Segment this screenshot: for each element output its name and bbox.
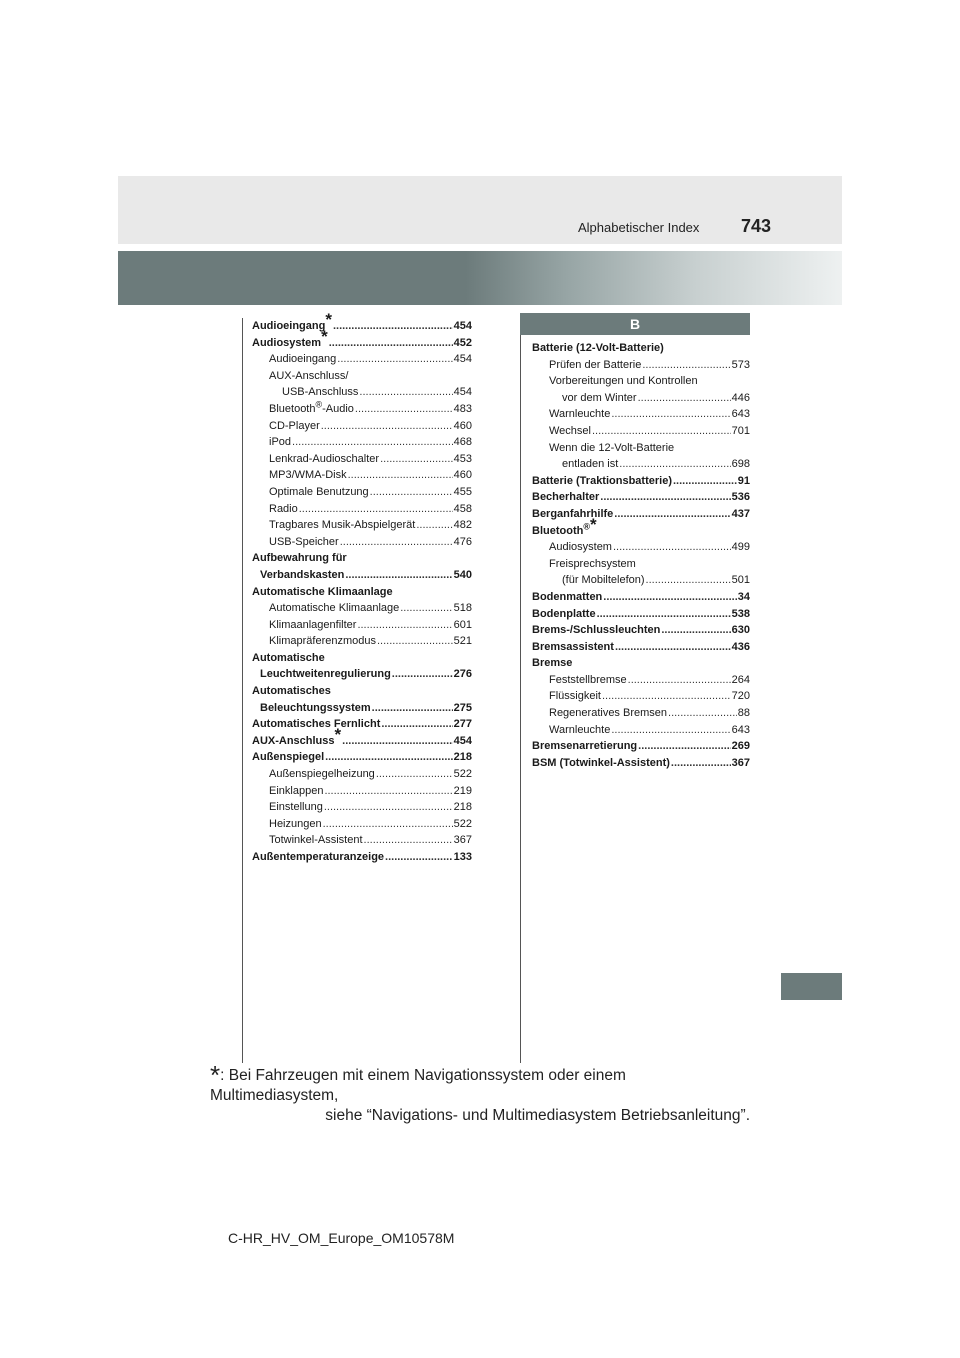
index-term-wrap	[269, 766, 375, 783]
dot-leader	[340, 534, 453, 551]
index-term-wrap	[549, 688, 601, 705]
footnote-star-marker: *	[334, 724, 342, 744]
index-term: AUX-Anschluss	[252, 734, 335, 747]
index-term: MP3/WMA-Disk	[269, 469, 347, 482]
index-term: Vorbereitungen und Kontrollen	[549, 375, 698, 388]
page-reference: 522	[453, 817, 472, 830]
index-term: Beleuchtungssystem	[260, 701, 371, 714]
index-entry	[252, 401, 472, 418]
dot-leader	[357, 617, 452, 634]
page-reference: 453	[453, 452, 472, 465]
index-term: Audiosystem	[549, 541, 612, 554]
index-term-wrap	[549, 442, 674, 454]
dot-leader	[416, 517, 452, 534]
index-term-wrap	[269, 451, 379, 468]
dot-leader	[673, 473, 737, 490]
page-reference: 476	[453, 535, 472, 548]
index-term: Tragbares Musik-Abspielgerät	[269, 519, 416, 532]
page-reference: 88	[737, 707, 750, 720]
index-term-wrap	[562, 572, 645, 589]
index-entry	[532, 606, 750, 623]
page-reference: 458	[453, 502, 472, 515]
page-reference: 269	[731, 740, 750, 753]
index-term: Flüssigkeit	[549, 690, 601, 703]
index-entry	[252, 799, 472, 816]
dot-leader	[671, 755, 731, 772]
registered-mark: ®	[583, 520, 590, 531]
footnote-star-marker: *	[321, 326, 328, 346]
dot-leader	[668, 705, 737, 722]
index-entry	[252, 633, 472, 650]
index-term: Klimapräferenzmodus	[269, 635, 376, 648]
document-code: C-HR_HV_OM_Europe_OM10578M	[228, 1230, 455, 1246]
index-entry	[532, 406, 750, 423]
index-term: Lenkrad-Audioschalter	[269, 452, 380, 465]
page-reference: 277	[453, 718, 472, 731]
index-entry	[252, 467, 472, 484]
index-term-wrap	[549, 423, 591, 440]
dot-leader	[324, 783, 452, 800]
index-term-wrap	[562, 456, 618, 473]
left-column-rule	[242, 318, 243, 1063]
index-entry	[252, 550, 472, 567]
index-term-wrap	[532, 514, 597, 537]
footnote-star-marker: *	[325, 310, 332, 329]
index-term-wrap	[532, 755, 670, 772]
page-reference: 275	[453, 701, 472, 714]
dot-leader	[299, 501, 453, 518]
index-term-wrap	[549, 357, 641, 374]
index-term: Batterie (Traktionsbatterie)	[532, 474, 672, 487]
index-term: vor dem Winter	[562, 391, 637, 404]
index-term-wrap	[269, 600, 399, 617]
index-entry	[252, 816, 472, 833]
index-term: Verbandskasten	[260, 568, 345, 581]
page-reference: 643	[731, 408, 750, 421]
index-term-wrap	[269, 633, 376, 650]
dot-leader	[592, 423, 731, 440]
index-entry	[252, 783, 472, 800]
footnote-star-marker: *	[589, 514, 597, 534]
index-term: Bremsassistent	[532, 640, 614, 653]
index-entry	[252, 766, 472, 783]
page-reference: 454	[453, 386, 472, 399]
index-entry	[532, 622, 750, 639]
index-term: Batterie (12-Volt-Batterie)	[532, 342, 664, 354]
index-term-wrap	[549, 558, 636, 570]
index-term-wrap	[532, 639, 614, 656]
page-reference: 499	[731, 541, 750, 554]
page-reference: 133	[453, 851, 472, 863]
index-term: Bremse	[532, 657, 573, 670]
page-reference: 468	[453, 436, 472, 449]
index-term-wrap	[269, 418, 320, 435]
dot-leader	[628, 672, 731, 689]
index-entry	[532, 373, 750, 390]
index-term-wrap	[252, 724, 342, 750]
index-term: Bodenplatte	[532, 607, 596, 620]
index-entry	[252, 584, 472, 601]
dot-leader	[619, 456, 730, 473]
index-term-wrap	[269, 517, 415, 534]
index-entry	[252, 434, 472, 451]
dot-leader	[642, 357, 730, 374]
index-term-wrap	[532, 473, 672, 490]
page-reference: 436	[731, 640, 750, 653]
index-entry	[532, 456, 750, 473]
index-term: Optimale Benutzung	[269, 485, 369, 498]
index-term-wrap	[252, 716, 380, 733]
middle-column-rule	[520, 318, 521, 1063]
index-term-wrap	[269, 534, 339, 551]
index-term: Automatische Klimaanlage	[269, 602, 400, 615]
page-reference: 501	[731, 574, 750, 587]
dot-leader	[602, 688, 731, 705]
dot-leader	[385, 849, 453, 866]
page-reference: 536	[731, 491, 750, 504]
index-term-wrap	[269, 783, 323, 800]
index-entry	[532, 340, 750, 357]
index-entry	[252, 501, 472, 518]
index-entry	[252, 832, 472, 849]
index-term: USB-Speicher	[269, 535, 339, 548]
dot-leader	[337, 351, 452, 368]
index-entry	[252, 716, 472, 733]
index-term: Bremsenarretierung	[532, 740, 638, 753]
index-term-wrap	[252, 749, 324, 766]
index-term-wrap	[269, 401, 354, 418]
index-term-wrap	[269, 484, 369, 501]
index-term: CD-Player	[269, 419, 320, 432]
footnote	[210, 1060, 750, 1126]
dot-leader	[355, 401, 453, 418]
dot-leader	[376, 766, 453, 783]
index-term-wrap	[549, 705, 667, 722]
index-term: Totwinkel-Assistent	[269, 834, 363, 847]
page-reference: 276	[453, 668, 472, 681]
index-term-wrap	[562, 390, 637, 407]
index-term-wrap	[269, 617, 356, 634]
index-term-wrap	[532, 738, 637, 755]
page-reference: 698	[731, 458, 750, 471]
dot-leader	[323, 816, 453, 833]
dot-leader	[342, 733, 452, 750]
index-term: Klimaanlagenfilter	[269, 618, 357, 631]
index-entry	[532, 589, 750, 606]
index-entry	[532, 440, 750, 457]
page-reference: 643	[731, 723, 750, 736]
index-entry	[252, 650, 472, 667]
page-reference: 482	[453, 519, 472, 532]
index-term: Automatisches Fernlicht	[252, 718, 381, 731]
page-reference: 460	[453, 419, 472, 432]
index-term: Warnleuchte	[549, 408, 611, 421]
page-reference: 460	[453, 469, 472, 482]
header-band	[118, 176, 842, 244]
index-term-wrap	[252, 849, 384, 866]
index-entry	[252, 534, 472, 551]
index-entry	[532, 473, 750, 490]
page-reference: 367	[731, 756, 750, 769]
index-term: Freisprechsystem	[549, 557, 636, 570]
index-column-left	[252, 310, 472, 866]
index-entry	[252, 517, 472, 534]
index-term-wrap	[549, 375, 698, 387]
index-term-wrap	[269, 370, 348, 382]
letter-header-b: B	[520, 313, 750, 335]
index-term-wrap	[269, 832, 363, 849]
page-reference: 455	[453, 485, 472, 498]
index-term: Bodenmatten	[532, 590, 603, 603]
dot-leader	[381, 716, 452, 733]
dot-leader	[345, 567, 452, 584]
page-reference: 521	[453, 635, 472, 648]
index-term-wrap	[269, 816, 322, 833]
page-reference: 219	[453, 784, 472, 797]
page-reference: 91	[737, 474, 750, 487]
index-term: AUX-Anschluss/	[269, 369, 349, 382]
index-term-wrap	[260, 700, 371, 717]
index-term-wrap	[532, 657, 572, 669]
index-entry	[252, 666, 472, 683]
index-term-wrap	[269, 434, 291, 451]
page-reference: 701	[731, 424, 750, 437]
dot-leader	[603, 589, 736, 606]
index-entry	[252, 849, 472, 866]
index-term: (für Mobiltelefon)	[562, 574, 645, 587]
index-term-suffix: -Audio	[322, 402, 354, 415]
dot-leader	[600, 489, 730, 506]
index-entry	[532, 639, 750, 656]
page-reference: 720	[731, 690, 750, 703]
index-term-wrap	[260, 567, 344, 584]
index-term: USB-Anschluss	[282, 386, 359, 399]
index-term: Berganfahrhilfe	[532, 507, 614, 520]
dot-leader	[615, 639, 731, 656]
index-entry	[252, 451, 472, 468]
page-reference: 218	[453, 751, 472, 764]
dot-leader	[377, 633, 453, 650]
page-reference: 483	[453, 402, 472, 415]
index-term: Bluetooth	[532, 524, 584, 537]
page-reference: 454	[453, 734, 472, 747]
index-term-wrap	[532, 606, 596, 623]
dot-leader	[329, 335, 453, 352]
dot-leader	[638, 390, 731, 407]
index-entry	[532, 390, 750, 407]
index-term: Regeneratives Bremsen	[549, 707, 668, 720]
index-entry	[252, 700, 472, 717]
index-term-wrap	[532, 506, 613, 523]
footnote-line-1: : Bei Fahrzeugen mit einem Navigationssystem oder einem Multimediasystem,	[210, 1067, 626, 1104]
dot-leader	[400, 600, 452, 617]
index-term: Wechsel	[549, 424, 591, 437]
index-term-wrap	[549, 539, 612, 556]
index-term-wrap	[549, 672, 627, 689]
dot-leader	[611, 722, 730, 739]
page-number: 743	[741, 216, 772, 236]
index-entry	[252, 683, 472, 700]
index-term-wrap	[269, 501, 298, 518]
dot-leader	[661, 622, 730, 639]
index-entry	[252, 600, 472, 617]
index-term-wrap	[549, 722, 610, 739]
thumb-index-tab	[781, 973, 842, 1000]
index-term: Prüfen der Batterie	[549, 358, 642, 371]
index-entry	[532, 722, 750, 739]
dot-leader	[372, 700, 453, 717]
index-term: Außentemperaturanzeige	[252, 851, 385, 863]
index-term: iPod	[269, 436, 292, 449]
page-reference: 540	[453, 568, 472, 581]
index-term-wrap	[252, 586, 393, 598]
dot-leader	[348, 467, 453, 484]
dot-leader	[638, 738, 730, 755]
index-term: Automatische	[252, 651, 325, 664]
section-banner	[118, 251, 842, 305]
index-entry	[252, 351, 472, 368]
index-term: Einklappen	[269, 784, 324, 797]
dot-leader	[380, 451, 453, 468]
dot-leader	[597, 606, 731, 623]
index-term-wrap	[549, 406, 610, 423]
footnote-line-2: siehe “Navigations- und Multimediasystem Betriebsanleitung”.	[325, 1107, 750, 1124]
dot-leader	[613, 539, 731, 556]
index-term: Radio	[269, 502, 298, 515]
index-entry	[252, 484, 472, 501]
index-term: Brems-/Schlussleuchten	[532, 624, 661, 637]
index-entry	[532, 357, 750, 374]
page-reference: 437	[731, 507, 750, 520]
index-term-wrap	[269, 351, 336, 368]
index-term: Automatisches	[252, 685, 331, 698]
index-entry	[252, 310, 472, 335]
index-term: Becherhalter	[532, 491, 600, 504]
index-term-wrap	[252, 552, 347, 564]
index-entry	[252, 368, 472, 385]
dot-leader	[646, 572, 731, 589]
index-term-wrap	[260, 666, 391, 683]
page-reference: 34	[737, 590, 750, 603]
index-term: Bluetooth	[269, 402, 316, 415]
index-term-wrap	[532, 589, 602, 606]
page-reference: 630	[731, 624, 750, 637]
page-reference: 452	[453, 336, 472, 349]
dot-leader	[392, 666, 453, 683]
index-term: Feststellbremse	[549, 673, 627, 686]
dot-leader	[370, 484, 453, 501]
index-entry	[252, 567, 472, 584]
index-term-wrap	[532, 342, 664, 354]
page-reference: 601	[453, 618, 472, 631]
index-entry	[532, 539, 750, 556]
index-column-right	[532, 340, 750, 771]
index-term: Audiosystem	[252, 336, 322, 349]
footnote-marker: *	[210, 1060, 221, 1090]
index-term: Aufbewahrung für	[252, 552, 347, 565]
index-term-wrap	[252, 652, 325, 664]
index-entry	[252, 617, 472, 634]
dot-leader	[614, 506, 730, 523]
index-term: Automatische Klimaanlage	[252, 585, 393, 598]
page-reference: 446	[731, 391, 750, 404]
dot-leader	[364, 832, 453, 849]
index-entry	[532, 572, 750, 589]
index-term-wrap	[532, 489, 599, 506]
index-term-wrap	[252, 685, 331, 697]
dot-leader	[324, 799, 453, 816]
index-term: Audioeingang	[269, 353, 337, 366]
index-entry	[532, 738, 750, 755]
dot-leader	[611, 406, 730, 423]
index-entry	[532, 514, 750, 540]
index-term: BSM (Totwinkel-Assistent)	[532, 756, 670, 769]
index-term-wrap	[252, 310, 332, 335]
index-term: entladen ist	[562, 458, 619, 471]
index-term: Warnleuchte	[549, 723, 611, 736]
page-reference: 367	[453, 834, 472, 847]
page-reference: 538	[731, 607, 750, 620]
page-reference: 454	[453, 320, 472, 332]
index-term: Außenspiegel	[252, 751, 325, 764]
index-entry	[252, 749, 472, 766]
dot-leader	[321, 418, 453, 435]
index-entry	[532, 489, 750, 506]
page-reference: 264	[731, 673, 750, 686]
index-entry	[252, 384, 472, 401]
index-entry	[532, 655, 750, 672]
index-term: Einstellung	[269, 801, 323, 814]
page-reference: 454	[453, 353, 472, 366]
index-entry	[532, 506, 750, 523]
index-entry	[532, 688, 750, 705]
index-entry	[532, 705, 750, 722]
registered-mark: ®	[315, 399, 323, 410]
index-entry	[532, 556, 750, 573]
index-term: Heizungen	[269, 817, 322, 830]
index-term: Außenspiegelheizung	[269, 768, 375, 781]
index-term: Audioeingang	[252, 320, 326, 332]
index-term: Leuchtweitenregulierung	[260, 668, 391, 681]
index-term-wrap	[269, 799, 323, 816]
dot-leader	[292, 434, 453, 451]
dot-leader	[359, 384, 452, 401]
index-term: Wenn die 12-Volt-Batterie	[549, 441, 675, 454]
page-reference: 218	[453, 801, 472, 814]
index-entry	[532, 755, 750, 772]
dot-leader	[333, 318, 453, 335]
index-entry	[532, 423, 750, 440]
index-entry	[532, 672, 750, 689]
index-term-wrap	[269, 467, 347, 484]
index-term-wrap	[532, 622, 660, 639]
dot-leader	[325, 749, 453, 766]
page-reference: 518	[453, 602, 472, 615]
page-reference: 522	[453, 768, 472, 781]
index-entry	[252, 418, 472, 435]
page-reference: 573	[731, 358, 750, 371]
section-title: Alphabetischer Index	[578, 220, 700, 235]
